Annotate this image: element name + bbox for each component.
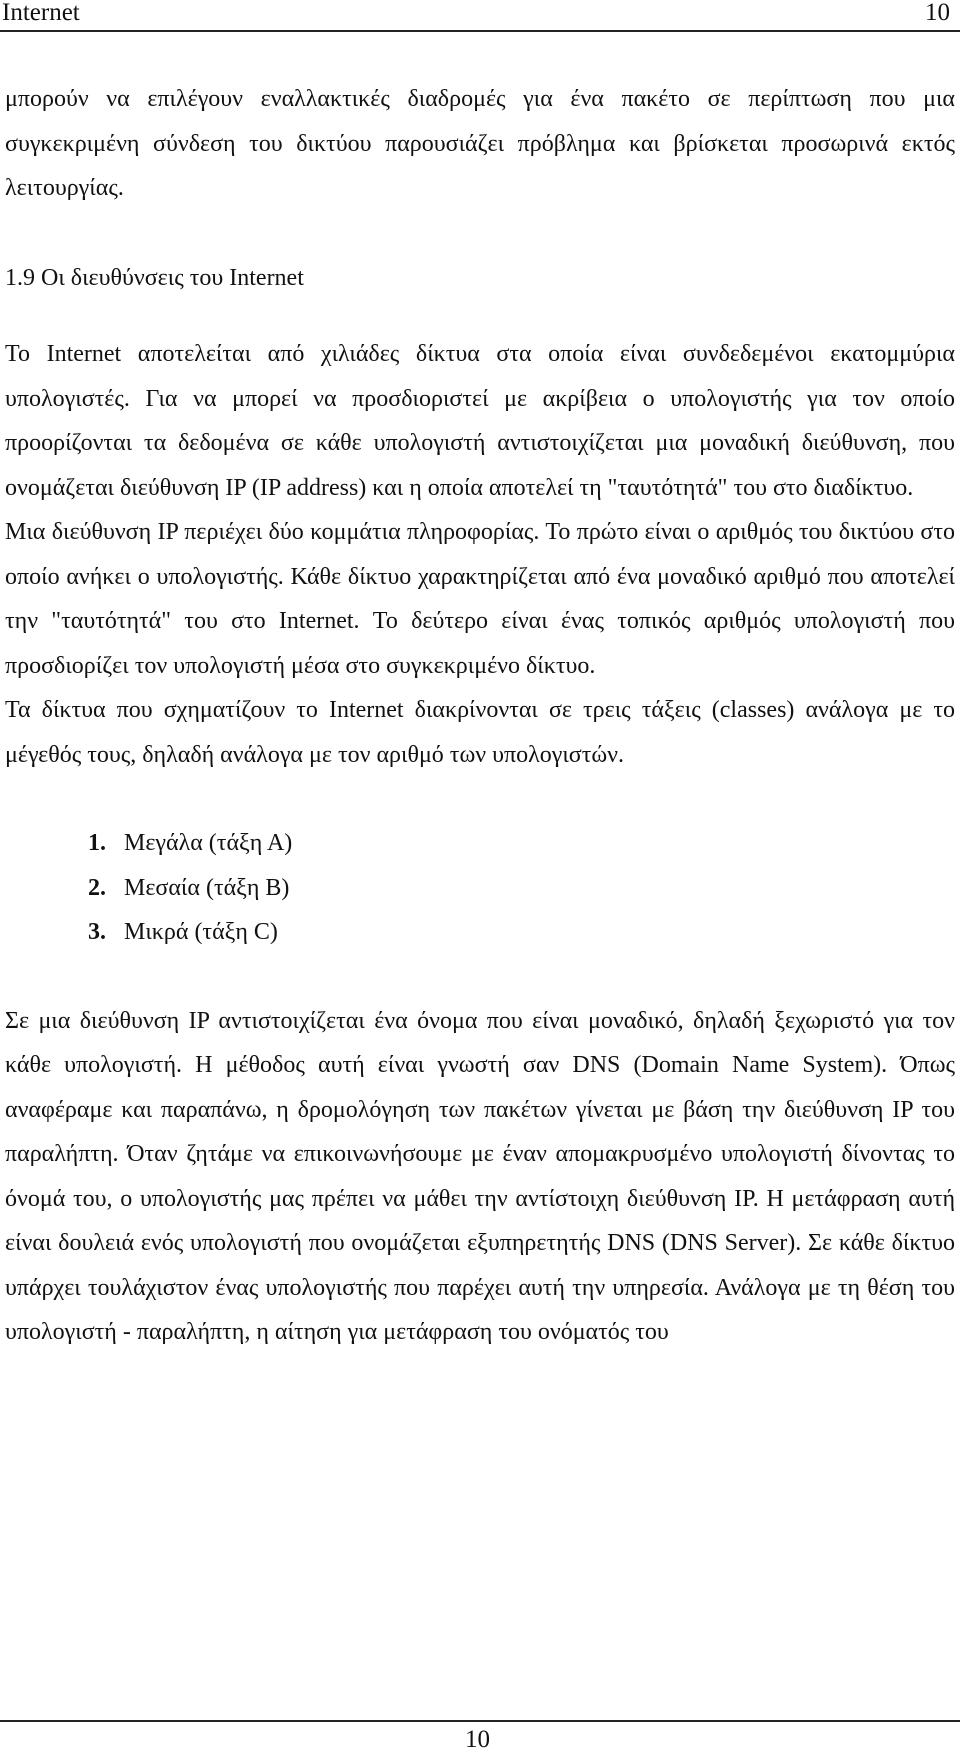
- page-footer: [0, 1720, 960, 1757]
- footer-page-number: 10: [465, 1726, 490, 1753]
- list-item-label: Μεγάλα (τάξη Α): [124, 830, 293, 856]
- list-item: [5, 821, 955, 866]
- section-heading: 1.9 Οι διευθύνσεις του Internet: [5, 264, 304, 291]
- list-item: [5, 866, 955, 911]
- paragraph-dns: Σε μια διεύθυνση IP αντιστοιχίζεται ένα όνομα που είναι μοναδικό, δηλαδή ξεχωριστό για τον κάθε υπολογιστή. Η μέθοδος αυτή είναι γνωστή σαν DNS (Domain Name System). Όπως αναφέραμε και παραπάνω, η δρομολόγηση των πακέτων γίνεται με βάση την διεύθυνση IP του παραλήπτη. Όταν ζητάμε να επικοινωνήσουμε με έναν απομακρυσμένο υπολογιστή δίνοντας το όνομά του, ο υπολογιστής μας πρέπει να μάθει την αντίστοιχη διεύθυνση IP. Η μετάφραση αυτή είναι δουλειά ενός υπολογιστή που ονομάζεται εξυπηρετητής DNS (DNS Server). Σε κάθε δίκτυο υπάρχει τουλάχιστον ένας υπολογιστής που παρέχει αυτή την υπηρεσία. Ανάλογα με τη θέση του υπολογιστή - παραλήπτη, η αίτηση για μετάφραση του ονόματός του: [5, 1007, 955, 1345]
- paragraph-network-classes: Τα δίκτυα που σχηματίζουν το Internet διακρίνονται σε τρεις τάξεις (classes) ανάλογα με το μέγεθός τους, δηλαδή ανάλογα με τον αριθμό των υπολογιστών.: [5, 697, 955, 768]
- paragraph-ip-parts: Μια διεύθυνση IP περιέχει δύο κομμάτια πληροφορίας. Το πρώτο είναι ο αριθμός του δικτύου στο οποίο ανήκει ο υπολογιστής. Κάθε δίκτυο χαρακτηρίζεται από ένα μοναδικό αριθμό που αποτελεί την "ταυτότητά" του στο Internet. Το δεύτερο είναι ένας τοπικός αριθμός υπολογιστή που προσδιορίζει τον υπολογιστή μέσα στο συγκεκριμένο δίκτυο.: [5, 519, 955, 679]
- paragraph-internet-networks: Το Internet αποτελείται από χιλιάδες δίκτυα στα οποία είναι συνδεδεμένοι εκατομμύρια υπολογιστές. Για να μπορεί να προσδιοριστεί με ακρίβεια ο υπολογιστής για τον οποίο προορίζονται τα δεδομένα σε κάθε υπολογιστή αντιστοιχίζεται μια μοναδική διεύθυνση, που ονομάζεται διεύθυνση IP (IP address) και η οποία αποτελεί τη "ταυτότητά" του στο διαδίκτυο.: [5, 341, 955, 501]
- list-item-index: 1.: [88, 830, 106, 856]
- list-item: [5, 910, 955, 955]
- list-item-label: Μεσαία (τάξη Β): [124, 874, 290, 901]
- list-item-label: Μικρά (τάξη C): [124, 919, 278, 945]
- header-page-number: 10: [925, 0, 950, 26]
- list-item-index: 3.: [88, 919, 106, 945]
- intro-paragraph: μπορούν να επιλέγουν εναλλακτικές διαδρομές για ένα πακέτο σε περίπτωση που μια συγκεκριμένη σύνδεση του δικτύου παρουσιάζει πρόβλημα και βρίσκεται προσωρινά εκτός λειτουργίας.: [5, 86, 955, 201]
- network-class-list: [5, 821, 955, 955]
- header-title: Internet: [2, 0, 80, 26]
- page-content: [5, 77, 955, 1355]
- running-header: [0, 0, 960, 32]
- list-item-index: 2.: [88, 874, 106, 901]
